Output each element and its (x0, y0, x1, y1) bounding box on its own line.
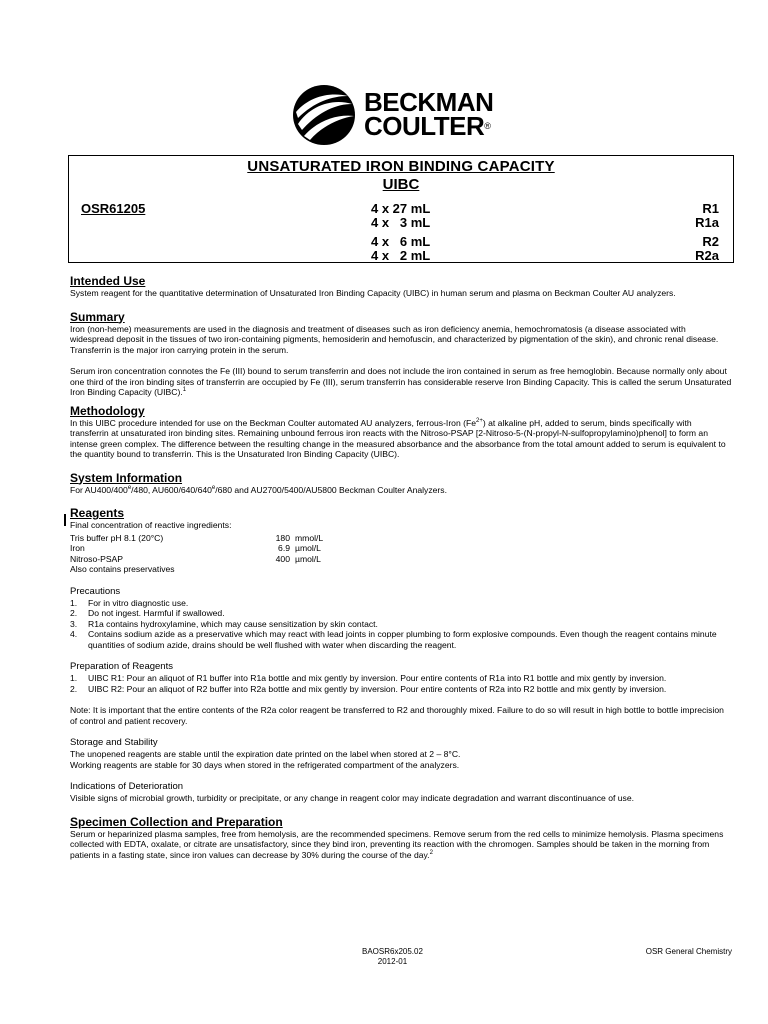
section-heading-summary: Summary (70, 309, 125, 324)
preparation-note: Note: It is important that the entire contents of the R2a color reagent be transferred to R2 and thoroughly mixed. Failure to do so will result in high bottle to bottle imprecision of control and patient recovery. (70, 705, 724, 726)
deterioration-text: Visible signs of microbial growth, turbidity or precipitate, or any change in reagent color may indicate degradation and warrant discontinuance of use. (70, 793, 635, 803)
section-heading-system-information: System Information (70, 470, 183, 485)
document-title: UNSATURATED IRON BINDING CAPACITY (247, 158, 555, 175)
summary-paragraph: Serum iron concentration connotes the Fe (III) bound to serum transferrin and does not include the iron contained in serum as free hemoglobin. Because normally only about one third of the iron binding sites of transferrin are occupied by Fe (III), serum transferrin has considerable reserve Iron Binding Capacity. This is called the serum Unsaturated Iron Binding Capacity (UIBC).$^1$ (70, 366, 732, 397)
reagents-also: Also contains preservatives (70, 564, 175, 574)
subheading-preparation: Preparation of Reagents (70, 661, 173, 672)
specimen-text: Serum or heparinized plasma samples, free from hemolysis, are the recommended specimens. Remove serum from the red cells to minimize hemolysis. Plasma specimens collected with EDTA, oxalate, or citrate are unsatisfactory, since they bind iron, preventing its reaction with the chromogen. Samples should be taken in the morning from patients in a fasting state, since iron values can decrease by 30% during the course of the day.$^2$ (70, 828, 724, 860)
document-body (70, 274, 732, 860)
footer-category: OSR General Chemistry (645, 947, 732, 956)
subheading-precautions: Precautions (70, 585, 121, 597)
preparation-list (70, 673, 732, 694)
footer-doc-id: BAOSR6x205.02 2012-01 (362, 947, 423, 966)
revision-bar (64, 514, 66, 526)
precautions-list (70, 598, 732, 651)
document-subtitle: UIBC (382, 176, 420, 193)
reagents-intro: Final concentration of reactive ingredients: (70, 520, 232, 530)
summary-paragraph: Iron (non-heme) measurements are used in the diagnosis and treatment of diseases such as iron deficiency anemia, hemochromatosis (a disease associated with widespread deposit in the tissues of two iron-containing pigments, hemosiderin and hemofuscin, and characterized by pigmentation of the skin), and chronic renal disease. Transferrin is the major iron carrying protein in the serum. (70, 323, 719, 355)
list-item: 1. UIBC R1: Pour an aliquot of R1 buffer into R1a bottle and mix gently by inversion. Pour entire contents of R1a into R1 bottle and mix gently by inversion. (70, 673, 667, 683)
subheading-storage: Storage and Stability (70, 737, 158, 748)
ingredient-row: Nitroso-PSAP 400 µmol/L (70, 553, 321, 564)
kit-row: 4 x 27 mL R1 (371, 201, 719, 216)
section-heading-reagents: Reagents (70, 506, 125, 520)
ingredient-row: Tris buffer pH 8.1 (20°C) 180 mmol/L (70, 532, 324, 543)
intended-use-text: System reagent for the quantitative determination of Unsaturated Iron Binding Capacity (UIBC) in human serum and plasma on Beckman Coulter AU analyzers. (70, 288, 676, 298)
section-heading-methodology: Methodology (70, 403, 145, 418)
list-item: 4. Contains sodium azide as a preservative which may react with lead joints in copper plumbing to form explosive compounds. Even though the reagent contains minute quantities of sodium azide, drains should be well flushed with water when discarding the reagent. (70, 629, 717, 650)
kit-row: 4 x 3 mL R1a (371, 215, 719, 230)
ingredient-row: Iron 6.9 µmol/L (70, 543, 321, 553)
list-item: 2. UIBC R2: Pour an aliquot of R2 buffer into R2a bottle and mix gently by inversion. Pour entire contents of R2a into R2 bottle and mix gently by inversion. (70, 683, 667, 694)
section-heading-intended-use: Intended Use (70, 274, 146, 288)
system-information-text: For AU400/400e/480, AU600/640/640e/680 and AU2700/5400/AU5800 Beckman Coulter Analyzers. (70, 484, 447, 495)
logo-wordmark: BECKMAN COULTER® (364, 87, 494, 141)
storage-line: The unopened reagents are stable until the expiration date printed on the label when stored at 2 – 8°C. (70, 749, 461, 759)
section-heading-specimen: Specimen Collection and Preparation (70, 814, 283, 829)
list-item: 1. For in vitro diagnostic use. (70, 597, 189, 608)
list-item: 3. R1a contains hydroxylamine, which may cause sensitization by skin contact. (70, 618, 378, 629)
kit-row: 4 x 2 mL R2a (371, 248, 719, 263)
subheading-deterioration: Indications of Deterioration (70, 781, 184, 792)
list-item: 2. Do not ingest. Harmful if swallowed. (70, 608, 225, 618)
beckman-coulter-logo (292, 84, 522, 146)
logo-emblem-icon (292, 84, 356, 146)
product-header-box (68, 155, 734, 263)
product-code: OSR61205 (81, 201, 146, 216)
storage-line: Working reagents are stable for 30 days when stored in the refrigerated compartment of the analyzers. (70, 759, 460, 770)
methodology-text: In this UIBC procedure intended for use on the Beckman Coulter automated AU analyzers, ferrous-Iron $(Fe^{2+})$ at alkaline pH, added to serum, binds specifically with transferrin at unsaturated iron binding sites. Remaining unbound ferrous iron reacts with the Nitroso-PSAP [2-Nitroso-5-(N-propyl-N-sulfopropylamino)phenol] to form an intense green complex. The difference between the resulting change in the measured absorbance and the absorbance from the total amount added to serum is equivalent to the quantity bound to transferrin. This is the Unsaturated Iron Binding Capacity (UIBC). (70, 417, 726, 459)
kit-row: 4 x 6 mL R2 (371, 234, 719, 249)
